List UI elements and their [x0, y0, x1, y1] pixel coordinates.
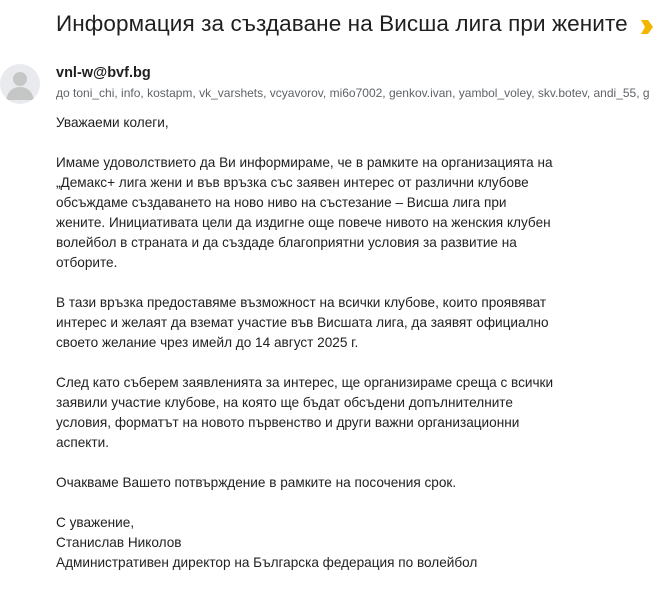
body-line: В тази връзка предоставяме възможност на всички клубове, които проявяват — [56, 295, 547, 310]
body-line: След като съберем заявленията за интерес, ще организираме среща с всички — [56, 375, 554, 390]
recipients-line[interactable] — [56, 86, 668, 100]
body-line: жените. Инициативата цели да издигне още повече нивото на женския клубен — [56, 215, 551, 230]
signature — [56, 513, 566, 573]
paragraph-closing: Очакваме Вашето потвърждение в рамките на посочения срок. — [56, 475, 457, 490]
body-line: волейбол в страната и да създаде благоприятни условия за развитие на — [56, 235, 517, 250]
sender-avatar[interactable] — [0, 64, 40, 104]
body-line: заявили участие клубове, на която ще бъдат обсъдени допълнителните — [56, 395, 513, 410]
signature-line: С уважение, — [56, 515, 135, 530]
person-icon — [0, 64, 40, 104]
greeting: Уважаеми колеги, — [56, 115, 169, 130]
body-line: интерес и желаят да вземат участие във Висшата лига, да заявят официално — [56, 315, 549, 330]
body-line: Имаме удоволствието да Ви информираме, че в рамките на организацията на — [56, 155, 553, 170]
recipients-list: toni_chi, info, kostapm, vk_varshets, vcyavorov, mi6o7002, genkov.ivan, yambol_voley, skv.botev, andi_55, g — [73, 86, 650, 100]
email-subject: Информация за създаване на Висша лига при жените — [56, 11, 628, 36]
email-body — [56, 113, 566, 593]
recipients-prefix: до — [56, 86, 70, 100]
body-line: аспекти. — [56, 435, 109, 450]
email-header — [0, 0, 668, 56]
sender-email[interactable]: vnl-w@bvf.bg — [56, 65, 151, 81]
body-line: „Демакс+ лига жени и във връзка със заявен интерес от различни клубове — [56, 175, 529, 190]
body-line: обсъждаме създаването на ново ниво на състезание – Висша лига при — [56, 195, 507, 210]
paragraph-deadline — [56, 293, 566, 353]
signature-name: Станислав Николов — [56, 535, 182, 550]
important-marker-icon[interactable] — [641, 20, 653, 34]
signature-title: Административен директор на Българска федерация по волейбол — [56, 555, 478, 570]
body-line: отборите. — [56, 255, 118, 270]
body-line: условия, форматът на новото първенство и други важни организационни — [56, 415, 520, 430]
paragraph-meeting — [56, 373, 566, 453]
paragraph-intro — [56, 153, 566, 273]
body-line: своето желание чрез имейл до 14 август 2025 г. — [56, 335, 359, 350]
